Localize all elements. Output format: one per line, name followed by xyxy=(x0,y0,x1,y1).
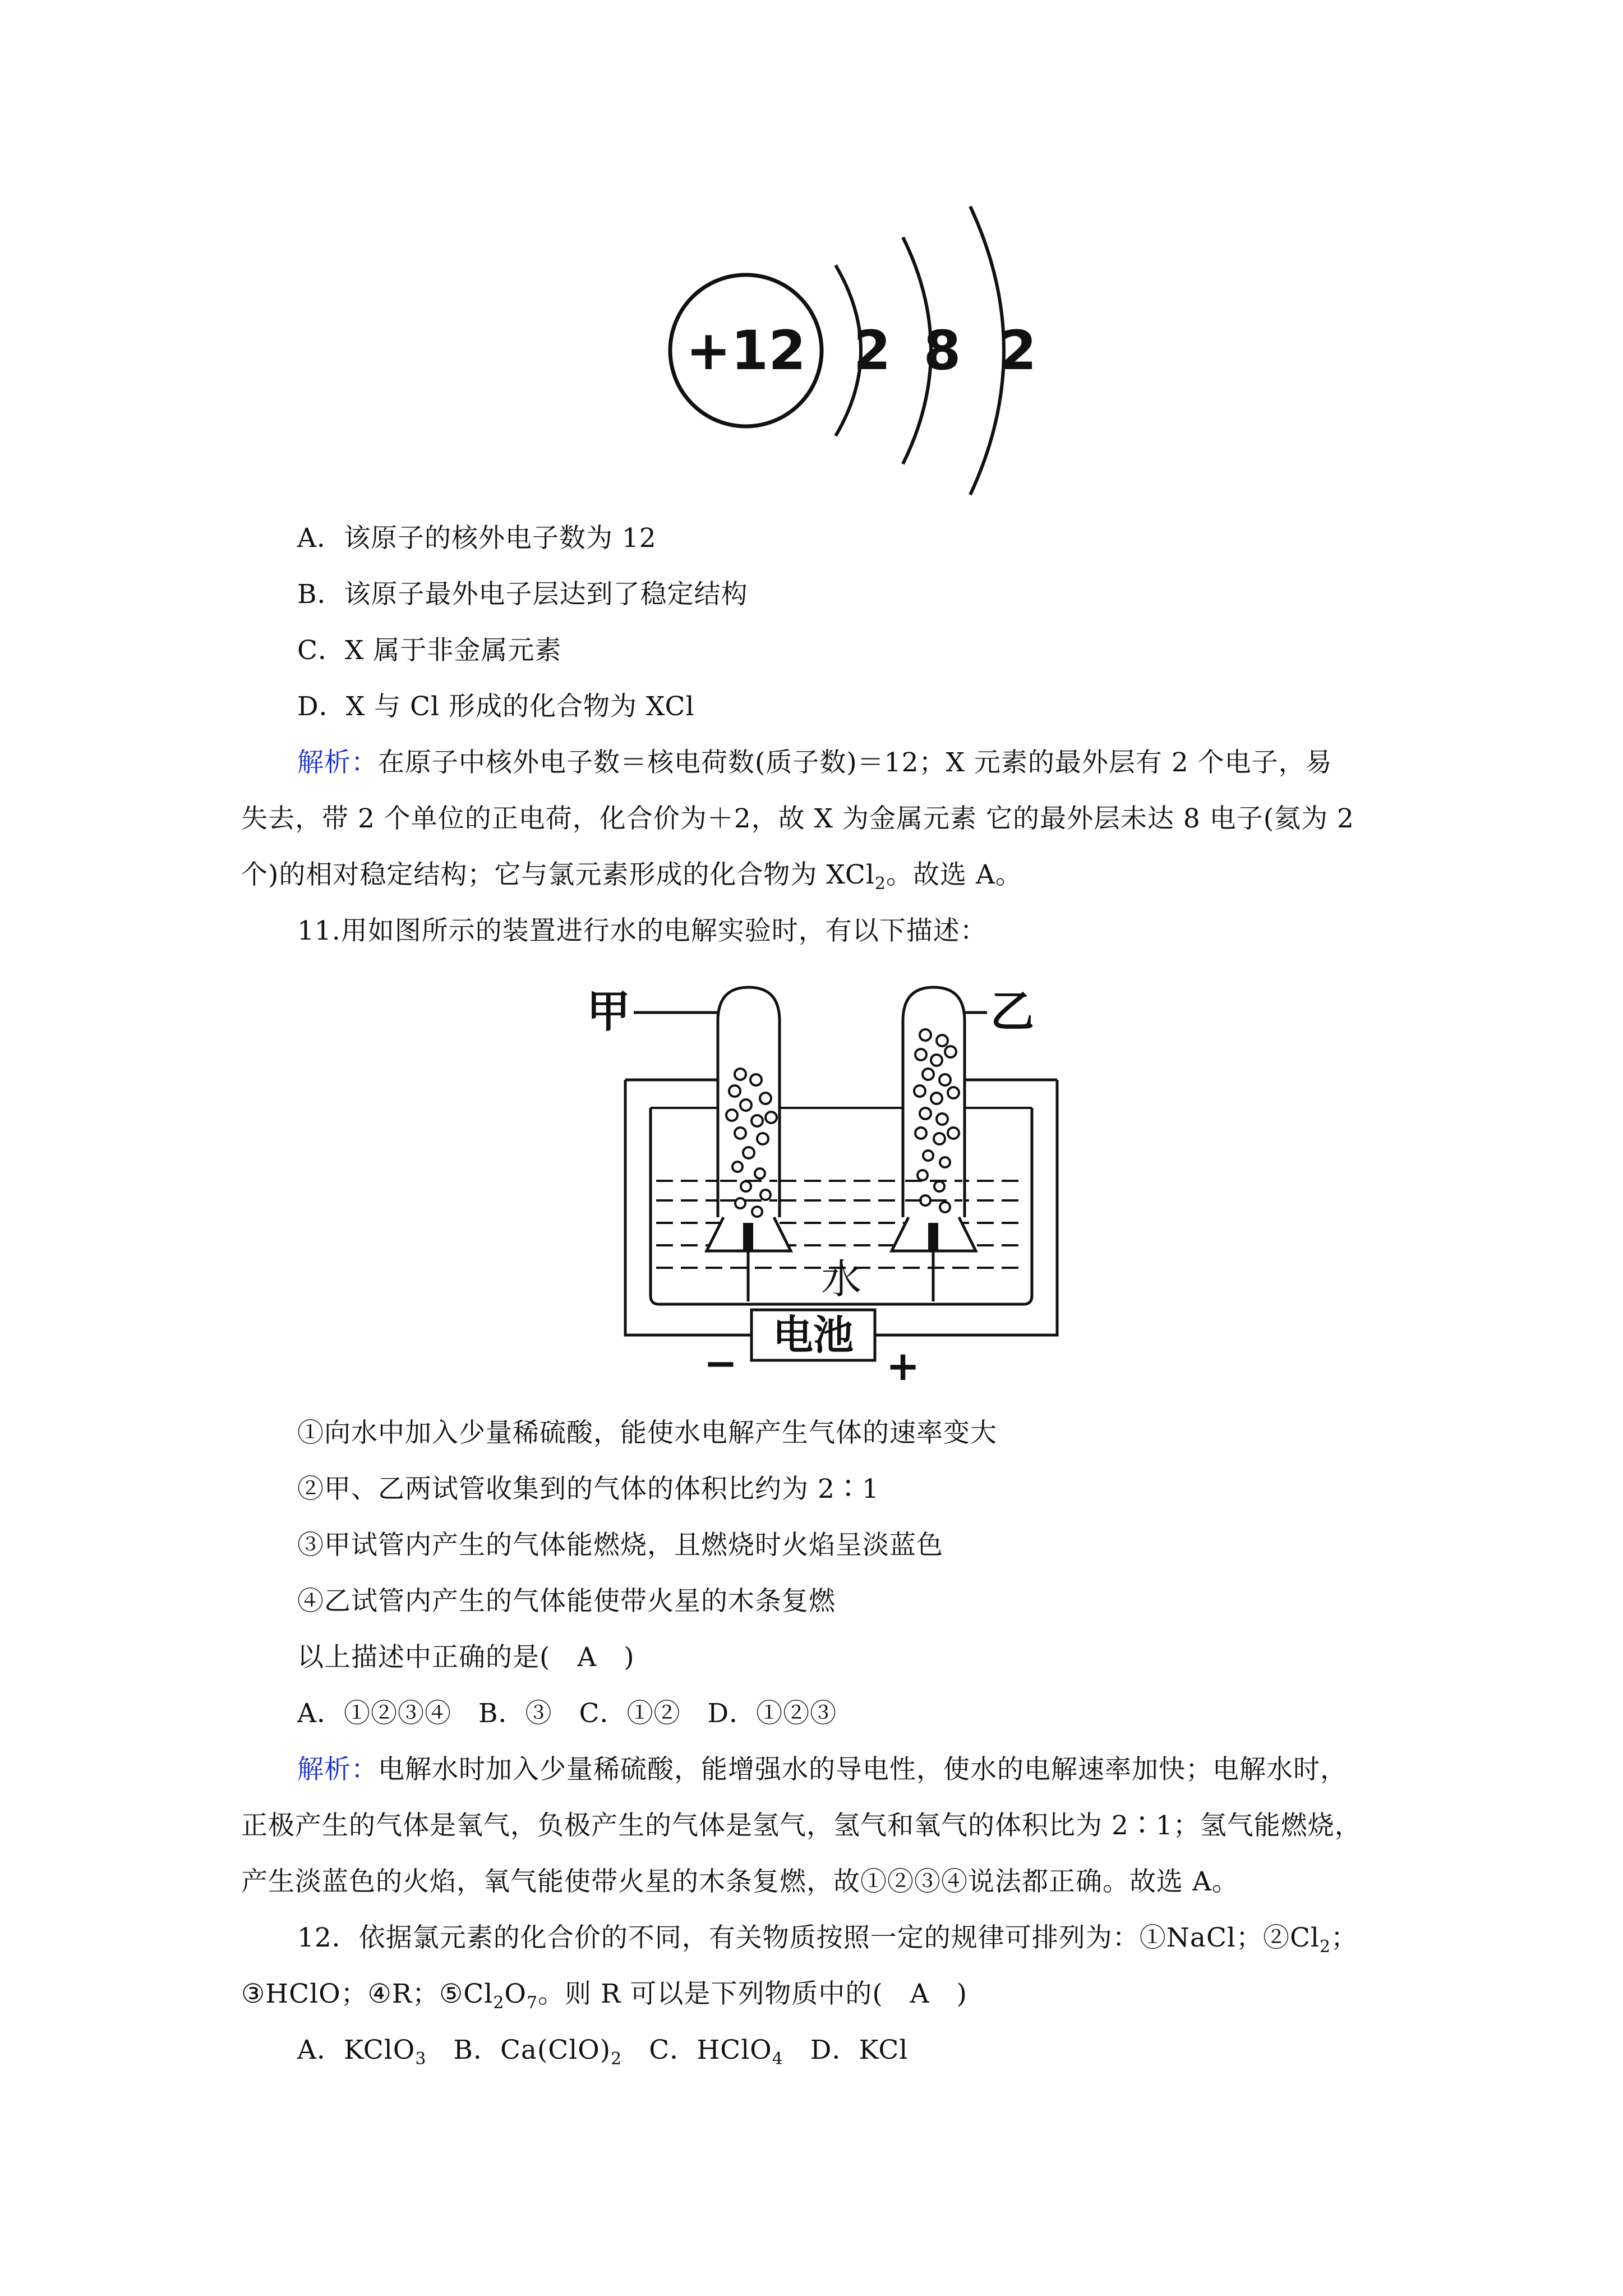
q12-option-a: A．KClO xyxy=(297,2035,416,2065)
q12-option-a-sub: 3 xyxy=(415,2049,427,2069)
q12-options xyxy=(297,2033,908,2067)
electrolysis-diagram xyxy=(578,965,1105,1380)
q12-option-c-sub: 4 xyxy=(772,2049,783,2069)
q12-stem-text1b: ； xyxy=(1331,1922,1358,1953)
q11-statement-3: ③甲试管内产生的气体能燃烧，且燃烧时火焰呈淡蓝色 xyxy=(297,1530,943,1561)
q11-analysis-line1 xyxy=(297,1753,1347,1787)
q11-question: 以上描述中正确的是( A ) xyxy=(297,1642,635,1673)
q11-options: A．①②③④ B．③ C．①② D．①②③ xyxy=(297,1698,837,1729)
q11-analysis-label: 解析： xyxy=(297,1754,378,1785)
q10-option-b: B．该原子最外电子层达到了稳定结构 xyxy=(297,579,748,610)
q11-statement-1: ①向水中加入少量稀硫酸，能使水电解产生气体的速率变大 xyxy=(297,1418,997,1448)
q11-statement-4: ④乙试管内产生的气体能使带火星的木条复燃 xyxy=(297,1586,836,1617)
q10-analysis-label: 解析： xyxy=(297,747,378,778)
q12-stem-line2 xyxy=(241,1977,967,2011)
q10-analysis-text3b: 。故选 A。 xyxy=(886,859,1022,890)
nucleus-charge: +12 xyxy=(685,319,806,382)
q12-stem-sub2a: 2 xyxy=(493,1993,505,2013)
q11-analysis-text1: 电解水时加入少量稀硫酸，能增强水的导电性，使水的电解速率加快；电解水时， xyxy=(378,1754,1347,1785)
q12-option-b-sub: 2 xyxy=(611,2049,623,2069)
battery-plus: + xyxy=(886,1342,920,1380)
q12-stem-text2b: 。则 R 可以是下列物质中的( A ) xyxy=(538,1978,967,2009)
q12-option-b: B．Ca(ClO) xyxy=(426,2035,611,2065)
tube-label-yi: 乙 xyxy=(990,987,1035,1037)
q10-analysis-line3 xyxy=(241,858,1022,892)
q11-analysis-line2: 正极产生的气体是氧气，负极产生的气体是氢气，氢气和氧气的体积比为 2∶1；氢气能燃烧， xyxy=(241,1810,1362,1841)
q10-analysis-text1: 在原子中核外电子数＝核电荷数(质子数)＝12；X 元素的最外层有 2 个电子，易 xyxy=(378,747,1332,778)
q10-analysis-sub: 2 xyxy=(874,874,886,894)
q12-option-d: D．KCl xyxy=(783,2035,909,2065)
q10-analysis-line2: 失去，带 2 个单位的正电荷，化合价为＋2，故 X 为金属元素 它的最外层未达 8 电子(氦为 2 xyxy=(241,803,1354,834)
atom-structure-diagram xyxy=(645,191,1071,505)
q11-statement-2: ②甲、乙两试管收集到的气体的体积比约为 2∶1 xyxy=(297,1474,879,1504)
q12-stem-line1 xyxy=(297,1921,1358,1955)
q12-option-c: C．HClO xyxy=(622,2035,772,2065)
q10-analysis-text3a: 个)的相对稳定结构；它与氯元素形成的化合物为 XCl xyxy=(241,859,875,890)
q12-stem-text2mid: O xyxy=(504,1978,527,2009)
tube-label-jia: 甲 xyxy=(586,987,631,1037)
q12-stem-sub1: 2 xyxy=(1319,1937,1331,1957)
shell-electrons-2: 8 xyxy=(923,319,961,382)
battery-label: 电池 xyxy=(772,1312,854,1359)
q12-stem-text2a: ③HClO；④R；⑤Cl xyxy=(241,1978,494,2009)
q12-stem-sub2b: 7 xyxy=(526,1993,538,2013)
battery-minus: − xyxy=(703,1340,738,1380)
q10-option-d: D．X 与 Cl 形成的化合物为 XCl xyxy=(297,691,695,722)
q11-analysis-line3: 产生淡蓝色的火焰，氧气能使带火星的木条复燃，故①②③④说法都正确。故选 A。 xyxy=(241,1866,1239,1897)
water-label: 水 xyxy=(820,1255,862,1303)
q11-stem: 11.用如图所示的装置进行水的电解实验时，有以下描述： xyxy=(297,915,987,946)
q10-option-c: C．X 属于非金属元素 xyxy=(297,635,562,666)
shell-electrons-1: 2 xyxy=(853,319,891,382)
q10-option-a: A．该原子的核外电子数为 12 xyxy=(297,523,657,554)
q12-stem-text1a: 12．依据氯元素的化合价的不同，有关物质按照一定的规律可排列为：①NaCl；②Cl xyxy=(297,1922,1320,1953)
q10-analysis-line1 xyxy=(297,746,1332,780)
shell-electrons-3: 2 xyxy=(999,319,1037,382)
